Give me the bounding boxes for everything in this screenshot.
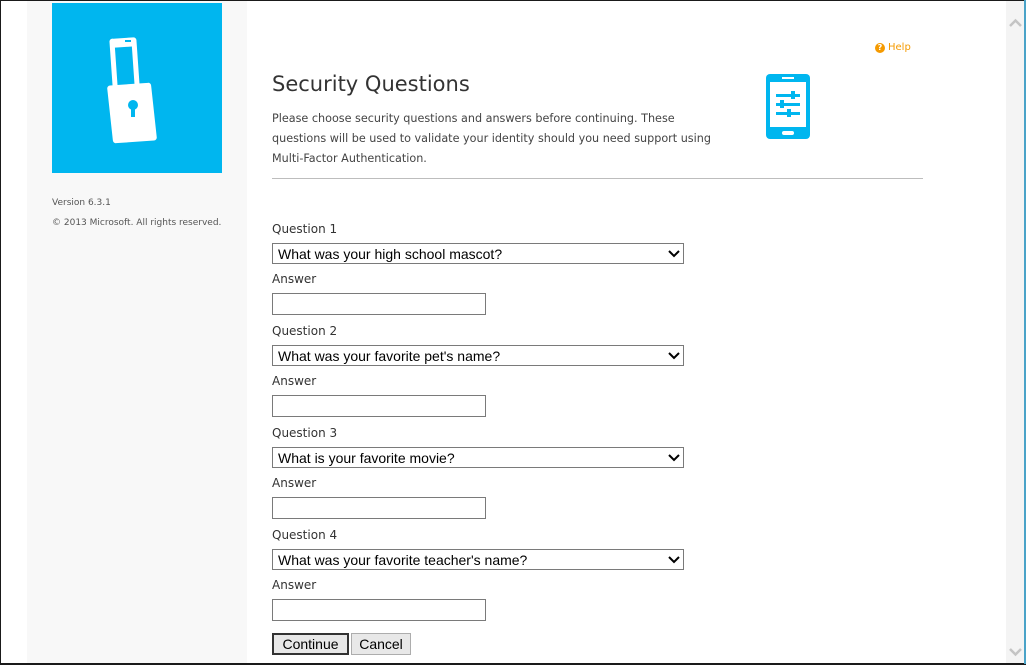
sidebar — [27, 1, 247, 665]
answer-4-input[interactable] — [272, 599, 486, 621]
divider — [272, 178, 923, 179]
answer-2-input[interactable] — [272, 395, 486, 417]
question-3-selected: What is your favorite movie? — [278, 449, 455, 466]
version-text: Version 6.3.1 — [52, 198, 111, 208]
question-1-select[interactable] — [272, 243, 684, 264]
question-3-label: Question 3 — [272, 426, 338, 440]
continue-button[interactable]: Continue — [272, 633, 349, 655]
question-1-selected: What was your high school mascot? — [278, 245, 503, 262]
question-4-select[interactable] — [272, 549, 684, 570]
scroll-up-arrow-icon[interactable] — [1008, 16, 1023, 31]
vertical-scrollbar[interactable] — [1006, 1, 1025, 665]
chevron-down-icon — [665, 454, 683, 462]
answer-3-input[interactable] — [272, 497, 486, 519]
question-circle-icon: ? — [875, 43, 885, 53]
answer-2-label: Answer — [272, 374, 317, 388]
question-1-label: Question 1 — [272, 222, 338, 236]
chevron-down-icon — [665, 556, 683, 564]
main-content — [247, 1, 1006, 665]
question-2-label: Question 2 — [272, 324, 338, 338]
page-title: Security Questions — [272, 72, 470, 96]
help-link[interactable] — [875, 42, 911, 53]
chevron-down-icon — [665, 250, 683, 258]
cancel-button[interactable]: Cancel — [351, 633, 411, 655]
question-4-selected: What was your favorite teacher's name? — [278, 551, 528, 568]
scroll-down-arrow-icon[interactable] — [1008, 644, 1023, 659]
question-4-label: Question 4 — [272, 528, 338, 542]
page-description: Please choose security questions and answers before continuing. These questions will be used to validate your identity should you need support using Multi-Factor Authentication. — [272, 112, 711, 165]
logo-tile — [52, 3, 222, 173]
answer-3-label: Answer — [272, 476, 317, 490]
padlock-phone-icon — [52, 3, 222, 173]
copyright-text: © 2013 Microsoft. All rights reserved. — [52, 218, 222, 228]
answer-1-label: Answer — [272, 272, 317, 286]
answer-1-input[interactable] — [272, 293, 486, 315]
question-3-select[interactable] — [272, 447, 684, 468]
answer-4-label: Answer — [272, 578, 317, 592]
chevron-down-icon — [665, 352, 683, 360]
question-2-select[interactable] — [272, 345, 684, 366]
question-2-selected: What was your favorite pet's name? — [278, 347, 501, 364]
help-label: Help — [888, 42, 911, 53]
phone-settings-icon — [765, 73, 811, 141]
